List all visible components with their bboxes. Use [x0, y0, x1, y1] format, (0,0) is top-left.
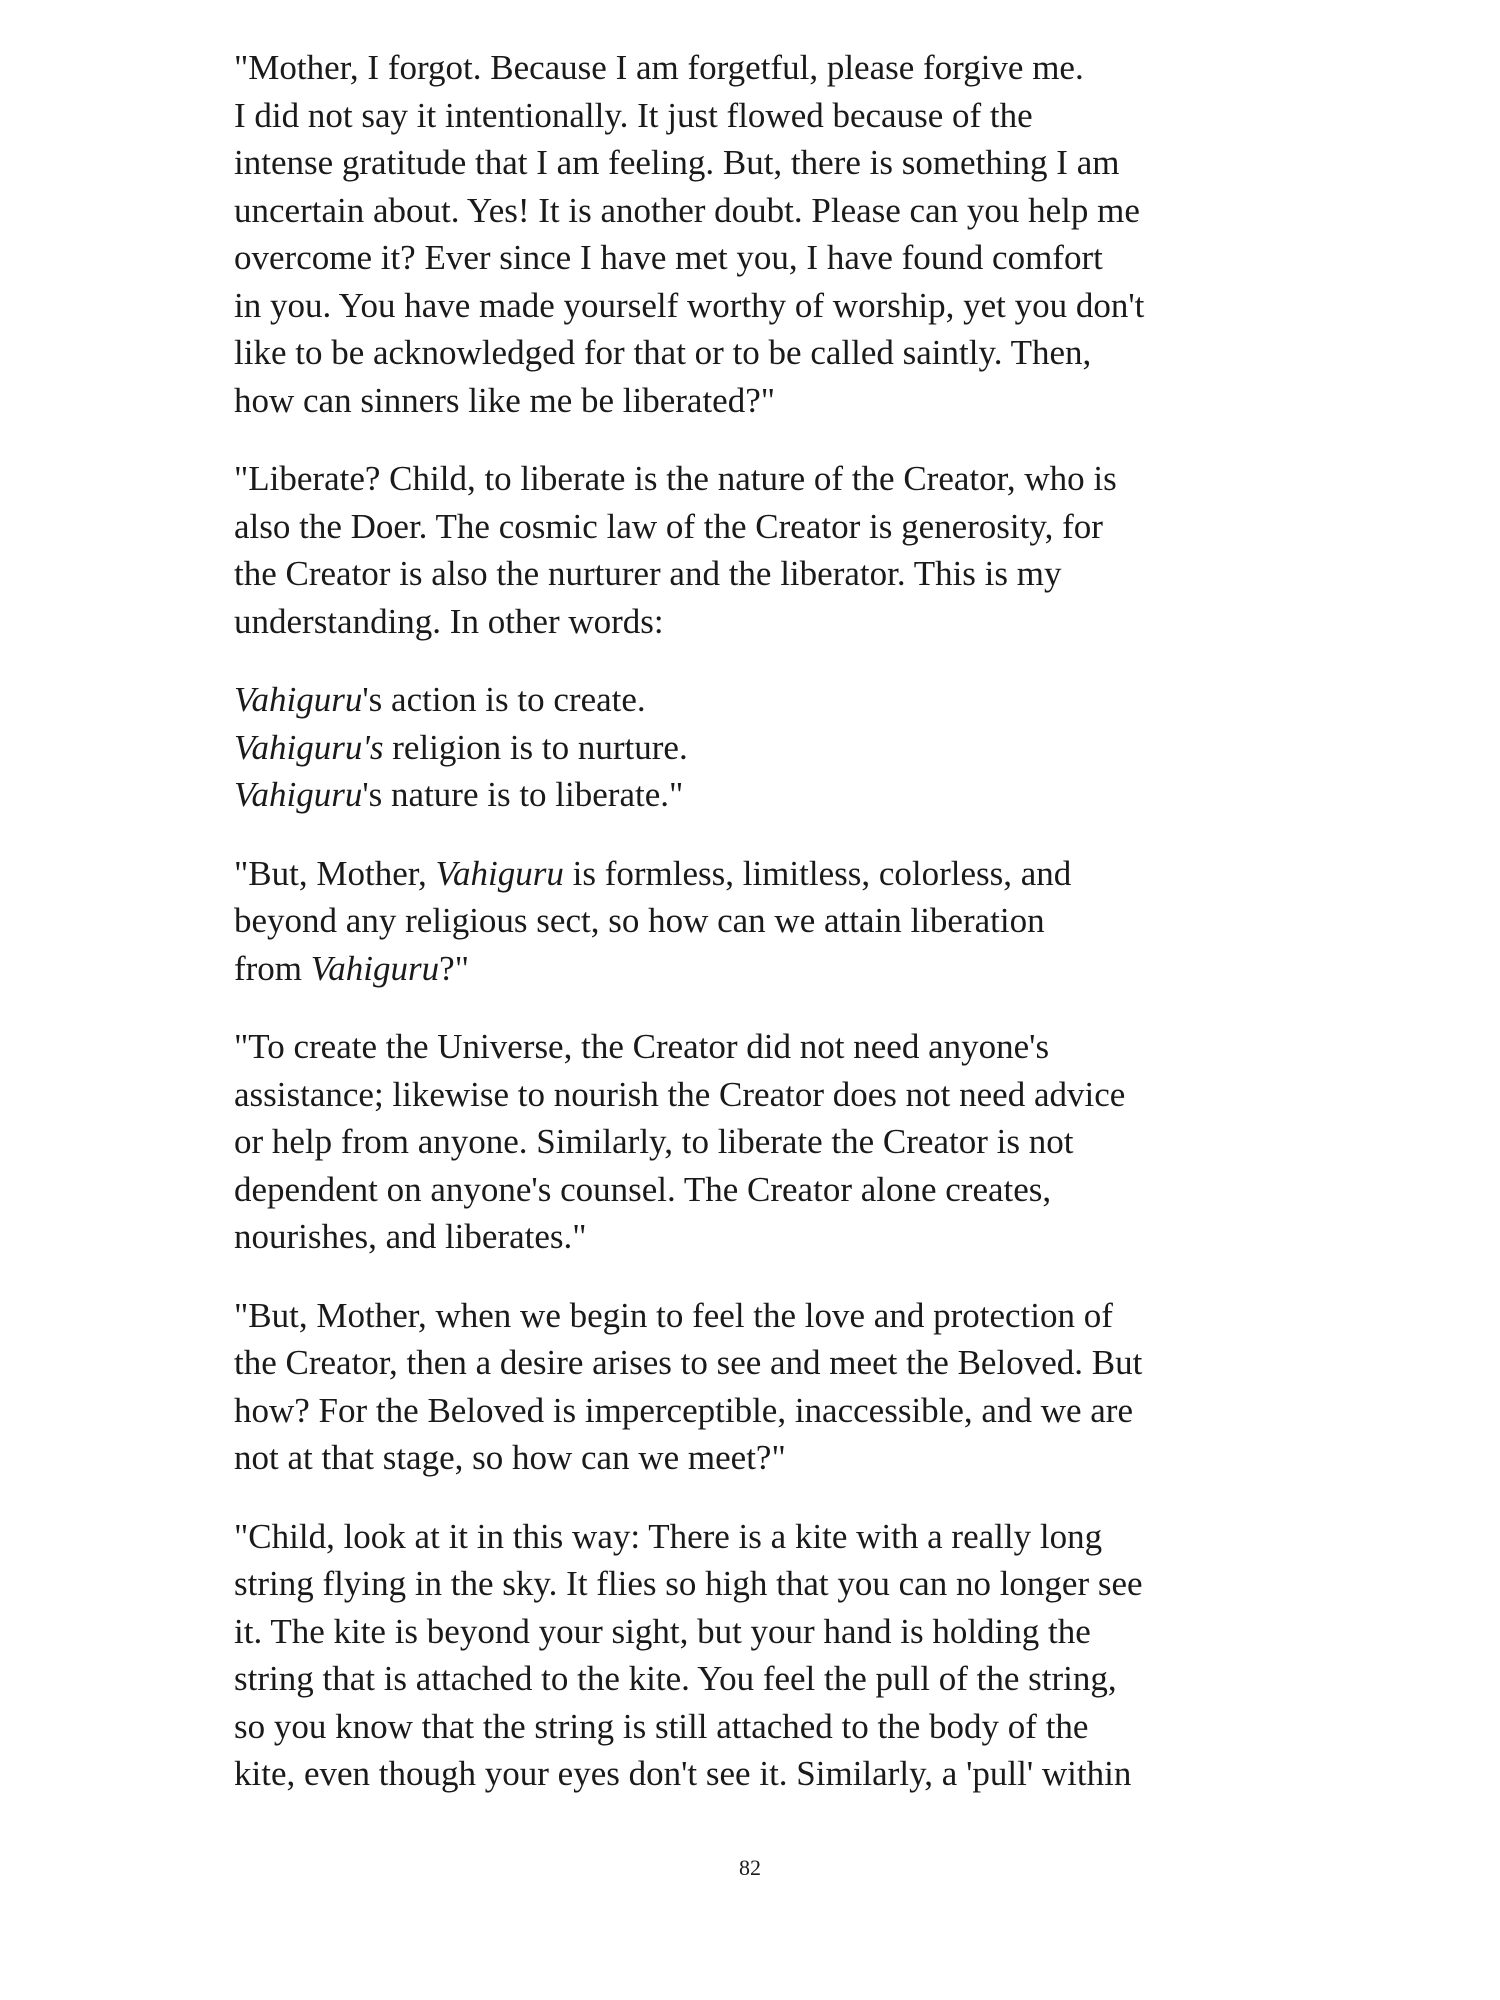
text-line: uncertain about. Yes! It is another doubt. Please can you help me	[234, 190, 1140, 230]
text-line: or help from anyone. Similarly, to liberate the Creator is not	[234, 1122, 1074, 1161]
italic-term: Vahiguru	[310, 948, 440, 988]
verse-text: religion is to nurture.	[383, 727, 688, 767]
text-line: it. The kite is beyond your sight, but your hand is holding the	[234, 1611, 1091, 1651]
text-line: string flying in the sky. It flies so high that you can no longer see	[234, 1564, 1143, 1603]
verse-text: 's action is to create.	[362, 680, 646, 719]
text-line: the Creator, then a desire arises to see and meet the Beloved. But	[234, 1343, 1143, 1382]
text-line: how? For the Beloved is imperceptible, inaccessible, and we are	[234, 1390, 1133, 1430]
paragraph-7	[234, 1513, 1294, 1798]
text-line: like to be acknowledged for that or to be called saintly. Then,	[234, 333, 1092, 372]
verse-line	[234, 771, 1294, 819]
verse-line	[234, 724, 1294, 772]
italic-term: Vahiguru	[435, 853, 564, 893]
verse-italic-term: Vahiguru's	[234, 727, 384, 767]
text-line: overcome it? Ever since I have met you, I have found comfort	[234, 238, 1103, 277]
text-line: kite, even though your eyes don't see it. Similarly, a 'pull' within	[234, 1754, 1132, 1793]
text-line: string that is attached to the kite. You feel the pull of the string,	[234, 1659, 1117, 1698]
text-segment: "But, Mother,	[234, 853, 436, 893]
text-line: nourishes, and liberates."	[234, 1217, 587, 1256]
paragraph-1	[234, 44, 1294, 424]
paragraph-2	[234, 455, 1294, 645]
text-line	[234, 897, 1294, 945]
text-segment: from	[234, 948, 311, 988]
verse-text: 's nature is to liberate."	[362, 775, 684, 814]
page-number: 82	[739, 1855, 761, 1880]
text-line: also the Doer. The cosmic law of the Creator is generosity, for	[234, 506, 1103, 546]
text-line: in you. You have made yourself worthy of worship, yet you don't	[234, 285, 1145, 325]
verse-block	[234, 676, 1294, 819]
paragraph-5	[234, 1023, 1294, 1261]
verse-line	[234, 676, 1294, 724]
text-line: "Liberate? Child, to liberate is the nature of the Creator, who is	[234, 459, 1117, 498]
verse-italic-term: Vahiguru	[234, 680, 363, 719]
text-line: "To create the Universe, the Creator did not need anyone's	[234, 1027, 1050, 1066]
text-line: "Child, look at it in this way: There is a kite with a really long	[234, 1516, 1103, 1556]
paragraph-6	[234, 1292, 1294, 1482]
text-line: so you know that the string is still attached to the body of the	[234, 1706, 1089, 1746]
text-line: dependent on anyone's counsel. The Creator alone creates,	[234, 1169, 1052, 1209]
text-line	[234, 945, 1294, 993]
paragraph-4	[234, 850, 1294, 993]
text-line: assistance; likewise to nourish the Creator does not need advice	[234, 1074, 1126, 1114]
text-segment: beyond any religious sect, so how can we attain liberation	[234, 901, 1045, 940]
text-line: "Mother, I forgot. Because I am forgetful, please forgive me.	[234, 48, 1084, 87]
text-line: the Creator is also the nurturer and the liberator. This is my	[234, 554, 1062, 593]
verse-italic-term: Vahiguru	[234, 775, 363, 814]
text-line: how can sinners like me be liberated?"	[234, 380, 776, 420]
text-line: understanding. In other words:	[234, 601, 664, 641]
page-body-text	[234, 44, 1294, 1829]
text-line: I did not say it intentionally. It just flowed because of the	[234, 95, 1033, 135]
text-line: "But, Mother, when we begin to feel the love and protection of	[234, 1295, 1113, 1335]
text-segment: ?"	[439, 948, 469, 988]
text-line: intense gratitude that I am feeling. But, there is something I am	[234, 143, 1120, 182]
text-segment: is formless, limitless, colorless, and	[563, 853, 1072, 893]
text-line	[234, 850, 1294, 898]
text-line: not at that stage, so how can we meet?"	[234, 1438, 786, 1477]
